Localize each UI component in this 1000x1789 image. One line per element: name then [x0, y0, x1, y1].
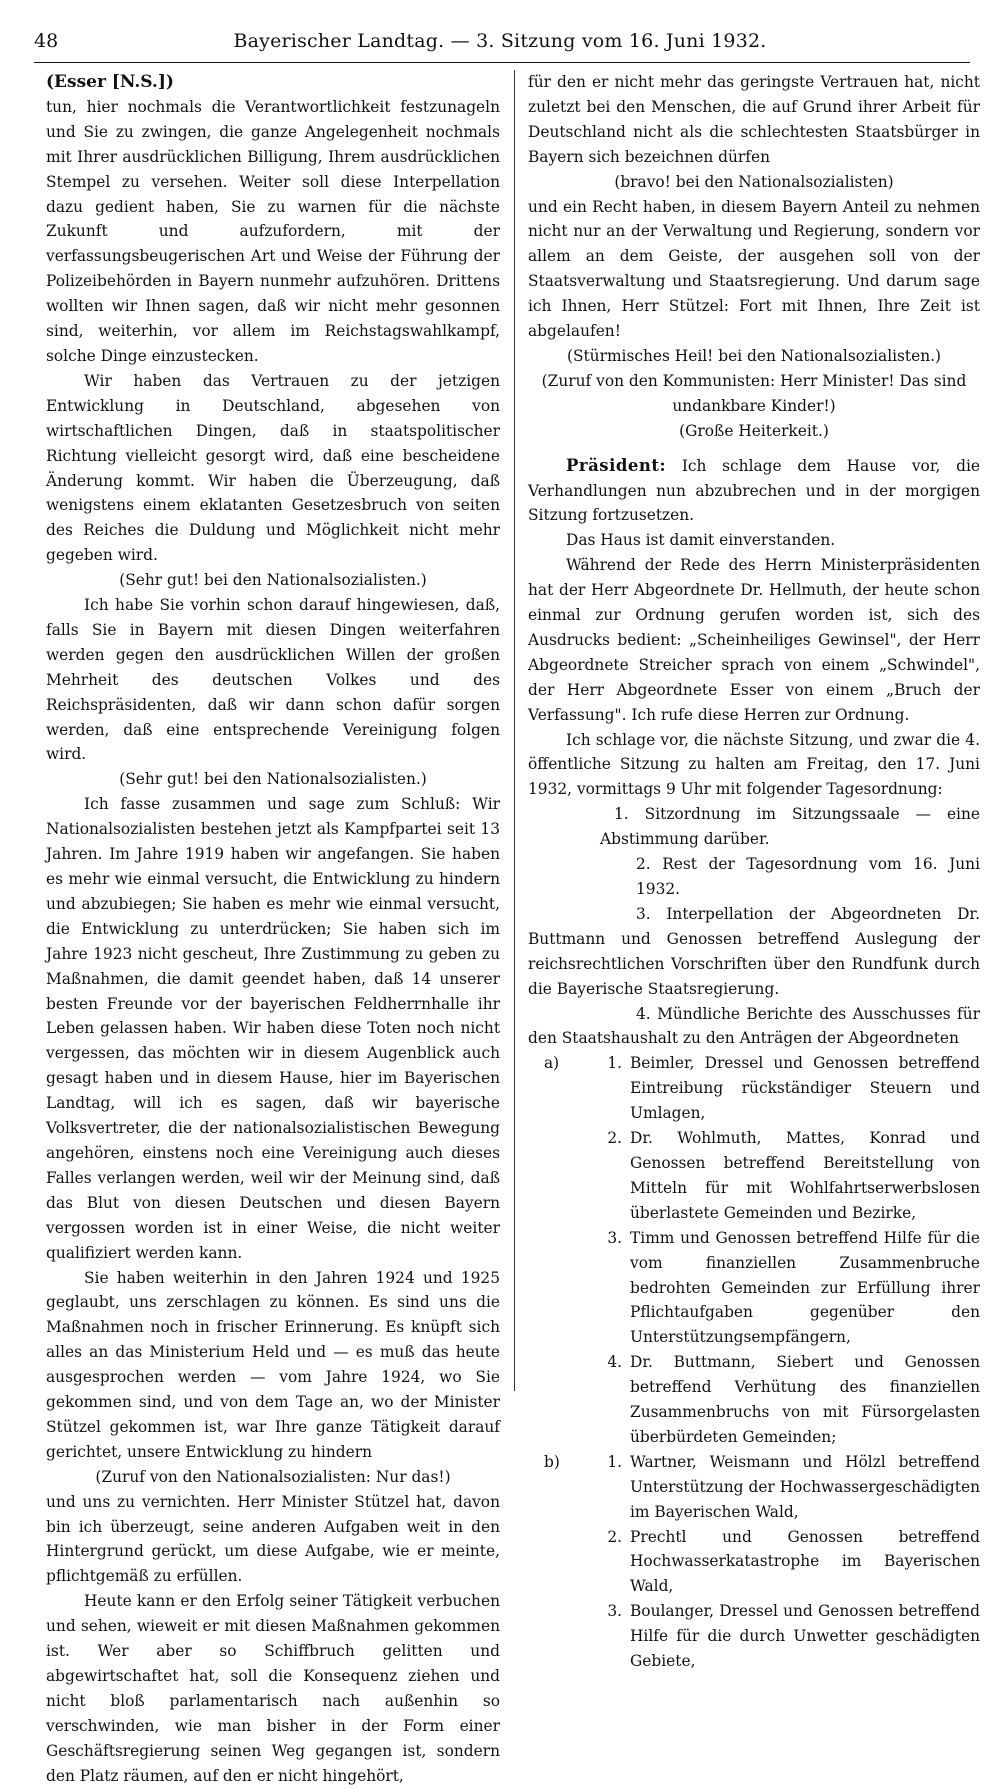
sub-item — [528, 1525, 980, 1600]
interjection: (bravo! bei den Nationalsozialisten) — [614, 172, 894, 191]
agenda-item: 4. Mündliche Berichte des Ausschusses für den Staatshaushalt zu den Anträgen der Abgeordneten — [528, 1004, 980, 1048]
speaker-label: (Esser [N.S.]) — [46, 72, 174, 92]
sub-item-text: Beimler, Dressel und Genossen betreffend Eintreibung rückständiger Steuern und Umlagen, — [630, 1054, 980, 1123]
sub-item-number: 1. — [607, 1452, 622, 1471]
sub-item-number: 3. — [607, 1602, 622, 1621]
paragraph: tun, hier nochmals die Verantwortlichkeit festzunageln und Sie zu zwingen, die ganze Angelegenheit nochmals mit Ihrer ausdrücklichen Billigung, Ihrem ausdrücklichen Stempel zu versehen. Weiter soll diese Interpellation dazu gedient haben, Sie zu warnen für die nächste Zukunft und aufzufordern, mit der verfassungsbeugerischen Art und Weise der Führung der Polizeibehörden in Bayern nunmehr aufzuhören. Drittens wollten wir Ihnen sagen, daß wir nicht mehr gesonnen sind, weiterhin, vor allem im Reichstagswahlkampf, solche Dinge einzustecken. — [46, 97, 500, 365]
sub-item — [528, 1599, 980, 1674]
agenda-item: 1. Sitzordnung im Sitzungssaale — eine Abstimmung darüber. — [600, 805, 980, 849]
paragraph: Das Haus ist damit einverstanden. — [566, 531, 836, 550]
sub-item — [528, 1051, 980, 1126]
paragraph: Sie haben weiterhin in den Jahren 1924 und 1925 geglaubt, uns zerschlagen zu können. Es sind uns die Maßnahmen noch in frischer Erinnerung. Es knüpft sich alles an das Ministerium Held und — es muß das heute ausgesprochen werden — vom Jahre 1924, wo Sie gekommen sind, und von dem Tage an, wo der Minister Stützel gekommen ist, war Ihre ganze Tätigkeit darauf gerichtet, unsere Entwicklung zu hindern — [46, 1268, 500, 1461]
sub-item-text: Boulanger, Dressel und Genossen betreffend Hilfe für die durch Unwetter geschädigten Gebiete, — [630, 1602, 980, 1671]
sub-item — [528, 1350, 980, 1450]
interjection: (Zuruf von den Kommunisten: Herr Minister! Das sind undankbare Kinder!) — [541, 371, 967, 415]
sub-item — [528, 1126, 980, 1226]
sub-item-letter: a) — [544, 1054, 560, 1073]
sub-item-text: Prechtl und Genossen betreffend Hochwasserkatastrophe im Bayerischen Wald, — [630, 1527, 980, 1596]
paragraph: für den er nicht mehr das geringste Vertrauen hat, nicht zuletzt bei den Menschen, die auf Grund ihrer Arbeit für Deutschland nicht als die schlechtesten Staatsbürger in Bayern sich bezeichnen dürfen — [528, 73, 980, 166]
sub-item-text: Dr. Wohlmuth, Mattes, Konrad und Genossen betreffend Bereitstellung von Mitteln für mit Wohlfahrtserwerbslosen überlastete Gemeinden und Bezirke, — [630, 1129, 980, 1222]
sub-item-text: Dr. Buttmann, Siebert und Genossen betreffend Verhütung des finanziellen Zusammenbruchs von mit Fürsorgelasten überbürdeten Gemeinden; — [630, 1353, 980, 1446]
sub-item — [528, 1226, 980, 1351]
sub-item-text: Timm und Genossen betreffend Hilfe für die vom finanziellen Zusammenbruche bedrohten Gemeinden zur Erfüllung ihrer Pflichtaufgaben gegenüber den Unterstützungsempfängern, — [630, 1228, 980, 1347]
page-number: 48 — [34, 30, 59, 52]
paragraph: Ich habe Sie vorhin schon darauf hingewiesen, daß, falls Sie in Bayern mit diesen Dingen weiterfahren werden gegen den ausdrücklichen Willen der großen Mehrheit des deutschen Volkes und des Reichspräsidenten, daß wir dann schon dafür sorgen werden, daß eine entsprechende Vereinigung folgen wird. — [46, 596, 500, 764]
paragraph: Wir haben das Vertrauen zu der jetzigen Entwicklung in Deutschland, abgesehen von wirtschaftlichen Dingen, daß in staatspolitischer Richtung vielleicht gesorgt wird, daß eine bescheidene Änderung kommt. Wir haben die Überzeugung, daß wenigstens einem eklatanten Gesetzesbruch von seiten des Reiches die Duldung und Möglichkeit nicht mehr gegeben wird. — [46, 371, 500, 565]
sub-item-number: 3. — [607, 1228, 622, 1247]
right-column — [528, 70, 980, 1674]
agenda-item: 3. Interpellation der Abgeordneten Dr. Buttmann und Genossen betreffend Auslegung der reichsrechtlichen Vorschriften über den Rundfunk durch die Bayerische Staatsregierung. — [528, 904, 980, 998]
president-paragraph — [528, 454, 980, 529]
interjection: (Sehr gut! bei den Nationalsozialisten.) — [119, 571, 427, 590]
agenda-item: 2. Rest der Tagesordnung vom 16. Juni 1932. — [636, 855, 980, 898]
interjection: (Zuruf von den Nationalsozialisten: Nur das!) — [95, 1467, 451, 1486]
sub-item-number: 2. — [607, 1129, 622, 1148]
interjection: (Sehr gut! bei den Nationalsozialisten.) — [119, 770, 427, 789]
sub-item-letter: b) — [544, 1452, 560, 1471]
sub-item-number: 2. — [607, 1527, 622, 1546]
paragraph: Ich fasse zusammen und sage zum Schluß: Wir Nationalsozialisten bestehen jetzt als Kampfpartei seit 13 Jahren. Im Jahre 1919 haben wir angefangen. Sie haben es mehr wie einmal versucht, die Entwicklung zu hindern und abzubiegen; Sie haben es mehr wie einmal versucht, die Entwicklung zu unterdrücken; Sie haben sich im Jahre 1923 nicht gescheut, Ihre Zustimmung zu geben zu Maßnahmen, die damit geendet haben, daß 14 unserer besten Freunde vor der bayerischen Feldherrnhalle ihr Leben gelassen haben. Wir haben diese Toten noch nicht vergessen, das möchten wir in diesem Augenblick auch gesagt haben und in diesem Hause, hier im Bayerischen Landtag, will ich es sagen, daß wir bayerische Volksvertreter, die der nationalsozialistischen Bewegung angehören, einstens noch eine Vereinigung auch dieses Falles verlangen werden, weil wir der Meinung sind, daß das Blut von diesen Deutschen und diesen Bayern vergossen worden ist in einer Weise, die nicht weiter qualifiziert werden kann. — [46, 795, 500, 1262]
sub-item-number: 4. — [607, 1353, 622, 1372]
header-rule — [34, 62, 970, 63]
sub-item-number: 1. — [607, 1054, 622, 1073]
paragraph: Ich schlage vor, die nächste Sitzung, und zwar die 4. öffentliche Sitzung zu halten am Freitag, den 17. Juni 1932, vormittags 9 Uhr mit folgender Tagesordnung: — [528, 730, 980, 799]
running-head: Bayerischer Landtag. — 3. Sitzung vom 16. Juni 1932. — [233, 30, 767, 52]
paragraph: Heute kann er den Erfolg seiner Tätigkeit verbuchen und sehen, wieweit er mit diesen Maßnahmen gekommen ist. Wer aber so Schiffbruch gelitten und abgewirtschaftet hat, soll die Konsequenz ziehen und nicht bloß parlamentarisch nach außenhin so verschwinden, wie man bisher in der Form einer Geschäftsregierung seinen Weg gegangen ist, sondern den Platz räumen, auf den er nicht hingehört, — [46, 1592, 500, 1785]
president-text: Ich schlage dem Hause vor, die Verhandlungen nun abzubrechen und in der morgigen Sitzung fortzusetzen. — [528, 456, 980, 525]
sub-item-list — [528, 1051, 980, 1674]
left-column — [46, 70, 500, 1789]
sub-item — [528, 1450, 980, 1525]
interjection: (Stürmisches Heil! bei den Nationalsozialisten.) — [566, 346, 942, 365]
interjection: (Große Heiterkeit.) — [679, 421, 829, 440]
paragraph: und ein Recht haben, in diesem Bayern Anteil zu nehmen nicht nur an der Verwaltung und Regierung, sondern vor allem an dem Geiste, der ausgehen soll von der Staatsverwaltung und Staatsregierung. Und darum sage ich Ihnen, Herr Stützel: Fort mit Ihnen, Ihre Zeit ist abgelaufen! — [528, 197, 980, 341]
paragraph: und uns zu vernichten. Herr Minister Stützel hat, davon bin ich überzeugt, seine anderen Aufgaben weit in den Hintergrund gerückt, um diese Aufgabe, wie er meinte, pflichtgemäß zu erfüllen. — [46, 1492, 500, 1586]
president-label: Präsident: — [566, 455, 667, 475]
paragraph: Während der Rede des Herrn Ministerpräsidenten hat der Herr Abgeordnete Dr. Hellmuth, der heute schon einmal zur Ordnung gerufen worden ist, sich des Ausdrucks bedient: „Scheinheiliges Gewinsel", der Herr Abgeordnete Streicher sprach von einem „Schwindel", der Herr Abgeordnete Esser von einem „Bruch der Verfassung". Ich rufe diese Herren zur Ordnung. — [528, 556, 980, 724]
sub-item-text: Wartner, Weismann und Hölzl betreffend Unterstützung der Hochwassergeschädigten im Bayerischen Wald, — [630, 1452, 980, 1521]
column-divider — [514, 70, 515, 1391]
